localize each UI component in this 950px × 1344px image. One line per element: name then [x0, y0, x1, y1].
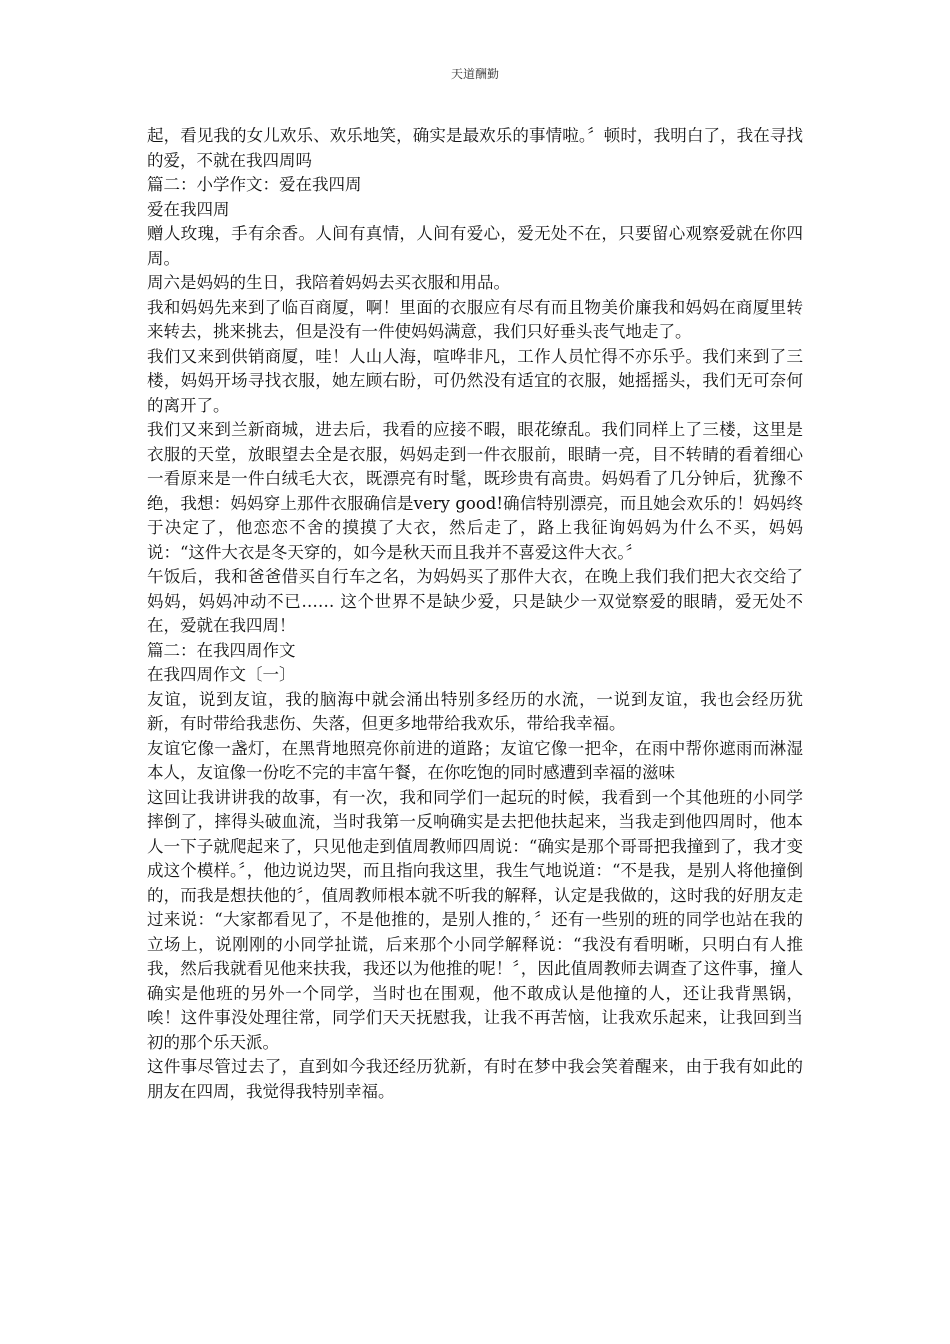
paragraph: 友谊它像一盏灯，在黑背地照亮你前进的道路；友谊它像一把伞，在雨中帮你遮雨而淋湿本人，友谊像一份吃不完的丰富午餐，在你吃饱的同时感遭到幸福的滋味	[147, 738, 803, 782]
paragraph: 赠人玫瑰，手有余香。人间有真情，人间有爱心，爱无处不在，只要留心观察爱就在你四周。	[147, 224, 803, 268]
document-body	[147, 124, 803, 1104]
essay-title-2: 在我四周作文〔一〕	[147, 665, 296, 684]
paragraph: 午饭后，我和爸爸借买自行车之名，为妈妈买了那件大衣，在晚上我们我们把大衣交给了妈妈，妈妈冲动不已…… 这个世界不是缺少爱，只是缺少一双觉察爱的眼睛，爱无处不在，爱就在我四周！	[147, 567, 803, 635]
paragraph: 周六是妈妈的生日，我陪着妈妈去买衣服和用品。	[147, 273, 510, 292]
paragraph: 我们又来到供销商厦，哇！人山人海，喧哗非凡，工作人员忙得不亦乐乎。我们来到了三楼，妈妈开场寻找衣服，她左顾右盼，可仍然没有适宜的衣服，她摇摇头，我们无可奈何的离开了。	[147, 346, 803, 415]
page-header: 天道酬勤	[450, 67, 499, 81]
section-heading-1: 篇二：小学作文：爱在我四周	[147, 175, 362, 194]
paragraph: 这回让我讲讲我的故事，有一次，我和同学们一起玩的时候，我看到一个其他班的小同学摔倒了，摔得头破血流，当时我第一反响确实是去把他扶起来，当我走到他四周时，他本人一下子就爬起来了，只见他走到值周教师四周说：“确实是那个哥哥把我撞到了，我才变成这个模样。〞，他边说边哭，而且指向我这里，我生气地说道：“不是我，是别人将他撞倒的，而我是想扶他的〞，值周教师根本就不听我的解释，认定是我做的，这时我的好朋友走过来说：“大家都看见了，不是他推的，是别人推的，〞还有一些别的班的同学也站在我的立场上，说刚刚的小同学扯谎，后来那个小同学解释说：“我没有看明晰，只明白有人推我，然后我就看见他来扶我，我还以为他推的呢！〞，因此值周教师去调查了这件事，撞人确实是他班的另外一个同学，当时也在围观，他不敢成认是他撞的人，还让我背黑锅，唉！这件事没处理往常，同学们天天抚慰我，让我不再苦恼，让我欢乐起来，让我回到当初的那个乐天派。	[147, 787, 803, 1052]
paragraph: 我们又来到兰新商城，进去后，我看的应接不暇，眼花缭乱。我们同样上了三楼，这里是衣服的天堂，放眼望去全是衣服，妈妈走到一件衣服前，眼睛一亮，目不转睛的看着细心一看原来是一件白绒毛大衣，既漂亮有时髦，既珍贵有高贵。妈妈看了几分钟后，犹豫不绝，我想：妈妈穿上那件衣服确信是very good!确信特别漂亮，而且她会欢乐的！妈妈终于决定了，他恋恋不舍的摸摸了大衣，然后走了，路上我征询妈妈为什么不买，妈妈说：“这件大衣是冬天穿的，如今是秋天而且我并不喜爱这件大衣。〞	[147, 420, 803, 562]
paragraph: 友谊，说到友谊，我的脑海中就会涌出特别多经历的水流，一说到友谊，我也会经历犹新，有时带给我悲伤、失落，但更多地带给我欢乐，带给我幸福。	[147, 689, 803, 733]
paragraph: 我和妈妈先来到了临百商厦，啊！里面的衣服应有尽有而且物美价廉我和妈妈在商厦里转来转去，挑来挑去，但是没有一件使妈妈满意，我们只好垂头丧气地走了。	[147, 297, 803, 341]
section-heading-2: 篇二：在我四周作文	[147, 640, 296, 660]
paragraph: 这件事尽管过去了，直到如今我还经历犹新，有时在梦中我会笑着醒来，由于我有如此的朋友在四周，我觉得我特别幸福。	[147, 1057, 803, 1101]
essay-title-1: 爱在我四周	[147, 199, 230, 219]
paragraph-continued-intro: 起，看见我的女儿欢乐、欢乐地笑，确实是最欢乐的事情啦。〞顿时，我明白了，我在寻找的爱，不就在我四周吗	[147, 126, 803, 170]
